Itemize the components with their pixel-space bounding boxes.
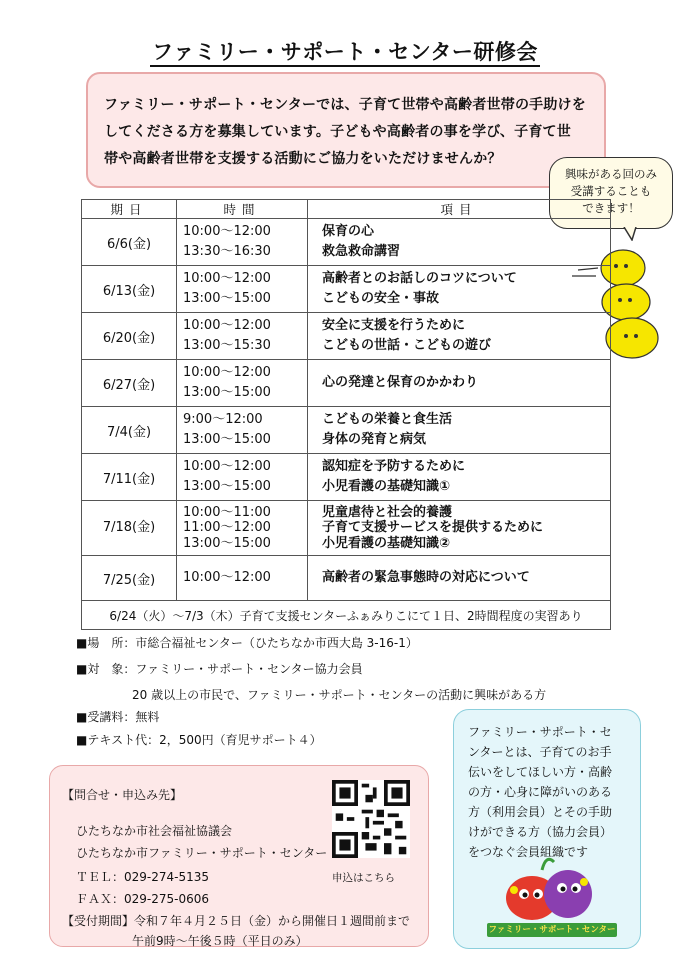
contact-org: ひたちなか市社会福祉協議会 [76, 824, 233, 838]
session-times: 10:00〜12:00 13:00〜15:00 [177, 360, 308, 407]
qr-label: 申込はこちら [332, 872, 395, 884]
target-info: ■対 象：ファミリー・サポート・センター協力会員 [76, 662, 363, 676]
session-topics: 児童虐待と社会的養護 子育て支援サービスを提供するために 小児看護の基礎知識② [308, 501, 611, 556]
table-row [82, 360, 611, 407]
session-topics: 高齢者とのお話しのコツについて こどもの安全・事故 [308, 266, 611, 313]
session-times: 10:00〜12:00 13:00〜15:00 [177, 454, 308, 501]
contact-org: ひたちなか市ファミリー・サポート・センター [76, 846, 328, 860]
session-date: 6/27(金) [82, 360, 177, 407]
header-topic: 項目 [308, 200, 611, 219]
session-topics: 高齢者の緊急事態時の対応について [308, 556, 611, 601]
header-time: 時間 [177, 200, 308, 219]
contact-tel: ＴＥＬ：029-274-5135 [76, 870, 210, 884]
contact-heading: 【問合せ・申込み先】 [62, 788, 183, 802]
fee-info: ■受講料：無料 [76, 710, 160, 724]
table-row [82, 501, 611, 556]
bubble-line: 興味がある回のみ [565, 167, 657, 181]
contact-fax: ＦＡＸ：029-275-0606 [76, 892, 210, 906]
session-topics: 心の発達と保育のかかわり [308, 360, 611, 407]
about-line: ンターとは、子育てのお手 [468, 745, 612, 759]
session-date: 7/18(金) [82, 501, 177, 556]
table-row [82, 454, 611, 501]
session-times: 9:00〜12:00 13:00〜15:00 [177, 407, 308, 454]
table-row [82, 219, 611, 266]
table-row [82, 407, 611, 454]
intro-line: 帯や高齢者世帯を支援する活動にご協力をいただけませんか？ [104, 151, 502, 167]
session-times: 10:00〜12:00 [177, 556, 308, 601]
about-line: 伝いをしてほしい方・高齢 [468, 765, 613, 779]
session-times: 10:00〜11:00 11:00〜12:00 13:00〜15:00 [177, 501, 308, 556]
application-hours: 午前9時〜午後５時（平日のみ） [132, 934, 308, 948]
intro-box [86, 72, 606, 188]
logo-text: ファミリー・サポート・センター [488, 925, 616, 935]
application-period: 【受付期間】令和７年４月２５日（金）から開催日１週間前まで [62, 914, 411, 928]
session-topics: こどもの栄養と食生活 身体の発育と病気 [308, 407, 611, 454]
table-row [82, 313, 611, 360]
page-title: ファミリー・サポート・センター研修会 [0, 36, 690, 66]
about-line: の方・心身に障がいのある [468, 785, 613, 799]
table-note-row [82, 601, 611, 630]
contact-box [49, 765, 429, 947]
table-row [82, 556, 611, 601]
practicum-note: 6/24（火）〜7/3（木）子育て支援センターふぁみりこにて１日、2時間程度の実習あり [82, 601, 611, 630]
bubble-line: できます！ [582, 201, 640, 215]
session-date: 7/25(金) [82, 556, 177, 601]
session-times: 10:00〜12:00 13:30〜16:30 [177, 219, 308, 266]
table-row [82, 266, 611, 313]
bubble-line: 受講することも [570, 184, 652, 198]
session-date: 6/6(金) [82, 219, 177, 266]
about-line: ファミリー・サポート・セ [468, 725, 612, 739]
about-box [453, 709, 641, 949]
session-times: 10:00〜12:00 13:00〜15:30 [177, 313, 308, 360]
session-date: 7/11(金) [82, 454, 177, 501]
bubble-tail-icon [622, 227, 642, 241]
about-line: けができる方（協力会員） [468, 825, 613, 839]
about-line: 方（利用会員）とその手助 [468, 805, 613, 819]
textbook-info: ■テキスト代：2，500円（育児サポート４） [76, 733, 322, 747]
venue-info: ■場 所：市総合福祉センター（ひたちなか市西大島 3-16-1） [76, 636, 418, 650]
session-date: 7/4(金) [82, 407, 177, 454]
qr-code-icon[interactable] [332, 780, 410, 858]
header-date: 期日 [82, 200, 177, 219]
about-line: をつなぐ会員組織です [468, 845, 589, 859]
session-date: 6/13(金) [82, 266, 177, 313]
table-header-row [82, 200, 611, 219]
session-times: 10:00〜12:00 13:00〜15:00 [177, 266, 308, 313]
session-topics: 保育の心 救急救命講習 [308, 219, 611, 266]
session-topics: 安全に支援を行うために こどもの世話・こどもの遊び [308, 313, 611, 360]
schedule-table [81, 199, 611, 630]
target-detail: 20 歳以上の市民で、ファミリー・サポート・センターの活動に興味がある方 [132, 688, 547, 702]
session-date: 6/20(金) [82, 313, 177, 360]
intro-line: してくださる方を募集しています。子どもや高齢者の事を学び、子育て世 [104, 124, 571, 140]
session-topics: 認知症を予防するために 小児看護の基礎知識① [308, 454, 611, 501]
intro-line: ファミリー・サポート・センターでは、子育て世帯や高齢者世帯の手助けを [104, 97, 586, 113]
mascot-logo-icon [480, 852, 620, 922]
